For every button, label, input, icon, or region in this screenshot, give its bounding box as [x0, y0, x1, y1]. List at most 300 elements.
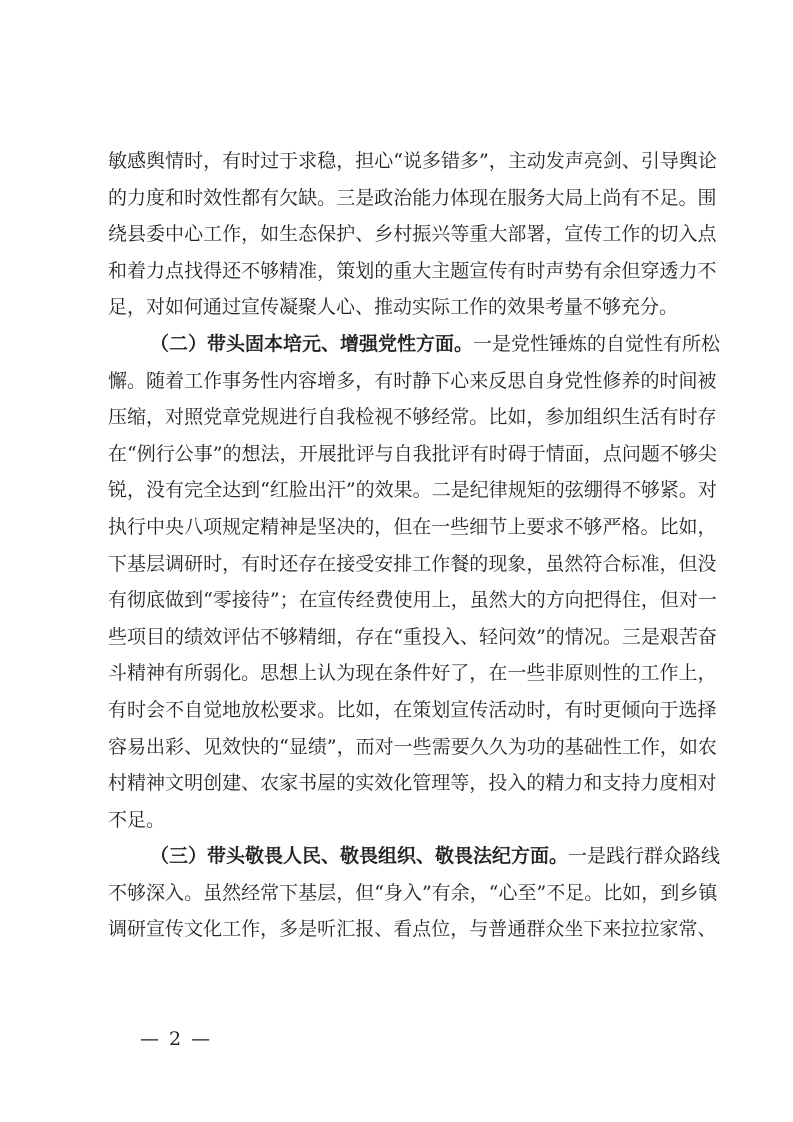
text-char: 说: [402, 150, 422, 172]
text-char: 、: [184, 735, 204, 758]
text-char: 八: [184, 515, 204, 538]
text-char: 调: [165, 552, 185, 575]
text-char: 批: [336, 442, 356, 465]
text-char: 传: [336, 589, 356, 612]
text-char: 现: [488, 552, 508, 575]
text-char: 不: [260, 625, 280, 648]
text-char: 重: [393, 259, 413, 282]
text-char: 着: [127, 259, 147, 282]
text-char: 得: [602, 589, 622, 612]
text-char: 进: [279, 406, 299, 429]
text-char: 比: [336, 698, 356, 721]
text-char: 度: [146, 186, 166, 209]
text-char: 党: [203, 406, 223, 429]
text-char: 署: [526, 223, 546, 246]
text-char: 觉: [203, 698, 223, 721]
text-char: 村: [108, 772, 128, 795]
text-char: 大: [412, 259, 432, 282]
text-char: 够: [412, 406, 432, 429]
text-char: 论: [697, 150, 717, 172]
text-char: 绷: [583, 479, 603, 502]
text-char: 思: [260, 662, 280, 685]
text-char: 出: [146, 735, 166, 758]
text-char: 策: [412, 698, 432, 721]
text-char: 身: [545, 369, 565, 392]
text-char: 精: [260, 515, 280, 538]
text-char: 动: [526, 150, 546, 172]
text-char: 比: [488, 406, 508, 429]
text-char: 有: [374, 369, 394, 392]
text-char: 效: [517, 625, 537, 648]
text-char: 时: [203, 552, 223, 575]
text-char: 、: [621, 150, 641, 172]
text-char: 把: [583, 589, 603, 612]
text-char: 群: [526, 918, 546, 941]
text-char: 没: [146, 479, 166, 502]
text-char: 有: [659, 406, 679, 429]
text-char: 用: [412, 589, 432, 612]
text-char: 在: [412, 515, 432, 538]
text-char: 重: [469, 223, 489, 246]
text-char: 题: [640, 442, 660, 465]
text-char: 标: [621, 552, 641, 575]
text-char: 项: [203, 515, 223, 538]
text-char: 点: [697, 223, 717, 246]
text-char: 加: [564, 406, 584, 429]
text-char: 存: [697, 406, 717, 429]
text-char: 在: [374, 625, 394, 648]
text-char: 不: [546, 881, 566, 904]
text-char: 彻: [127, 589, 147, 612]
text-char: 入: [678, 223, 698, 246]
text-char: ”: [345, 479, 356, 502]
text-char: 文: [184, 918, 204, 941]
text-char: 投: [488, 772, 508, 795]
section-heading-line: [108, 326, 721, 363]
text-char: 些: [450, 515, 470, 538]
text-char: ，: [583, 442, 603, 465]
text-char: 拉: [621, 918, 641, 941]
text-char: 基: [298, 881, 318, 904]
text-char: “: [260, 479, 270, 502]
text-char: 不: [640, 186, 660, 209]
text-char: 时: [583, 698, 603, 721]
text-char: 懈: [108, 369, 128, 392]
text-char: 想: [241, 442, 261, 465]
text-char: 传: [488, 259, 508, 282]
text-char: 决: [336, 515, 356, 538]
text-char: 央: [165, 515, 185, 538]
text-char: 虽: [203, 881, 223, 904]
text-char: 、: [374, 918, 394, 941]
text-char: 对: [697, 772, 717, 795]
text-char: 苦: [678, 625, 698, 648]
text-char: 为: [336, 662, 356, 685]
text-char: 不: [564, 515, 584, 538]
text-line: [108, 875, 718, 912]
text-line: [108, 692, 717, 729]
text-char: 是: [640, 625, 660, 648]
text-char: 工: [412, 552, 432, 575]
text-char: 建: [222, 772, 242, 795]
text-char: 更: [602, 698, 622, 721]
text-char: 。: [412, 479, 432, 502]
text-char: 创: [203, 772, 223, 795]
text-char: ，: [659, 552, 679, 575]
text-char: 做: [165, 589, 185, 612]
text-char: 、: [460, 625, 480, 648]
text-char: 常: [260, 881, 280, 904]
text-char: 求: [298, 698, 318, 721]
text-char: 。: [602, 625, 622, 648]
text-char: 细: [469, 515, 489, 538]
text-char: 接: [336, 552, 356, 575]
text-char: 作: [222, 223, 242, 246]
text-char: 然: [564, 552, 584, 575]
text-char: 振: [412, 223, 432, 246]
text-char: 不: [108, 881, 128, 904]
text-char: 受: [355, 552, 375, 575]
text-char: 但: [355, 881, 375, 904]
text-char: 力: [146, 259, 166, 282]
text-char: 切: [659, 223, 679, 246]
text-char: 能: [412, 186, 432, 209]
text-char: 自: [184, 698, 204, 721]
text-line: [108, 509, 717, 546]
text-char: ，: [469, 662, 489, 685]
text-char: 的: [336, 772, 356, 795]
text-char: 局: [564, 186, 584, 209]
text-char: 没: [697, 552, 717, 575]
text-char: ，: [279, 442, 299, 465]
text-char: 经: [241, 881, 261, 904]
text-char: 条: [393, 662, 413, 685]
text-char: 够: [127, 881, 147, 904]
text-char: 中: [165, 223, 185, 246]
text-char: 主: [431, 259, 451, 282]
text-char: 农: [260, 772, 280, 795]
text-char: 活: [640, 406, 660, 429]
text-char: 拉: [640, 918, 660, 941]
text-char: 支: [602, 772, 622, 795]
text-char: “: [279, 735, 289, 758]
text-char: 作: [621, 223, 641, 246]
text-char: 层: [146, 552, 166, 575]
text-char: 下: [279, 881, 299, 904]
text-char: 检: [355, 406, 375, 429]
text-char: 坚: [317, 515, 337, 538]
text-char: 在: [488, 186, 508, 209]
text-char: 倾: [621, 698, 641, 721]
text-char: 体: [450, 186, 470, 209]
text-line: [108, 436, 717, 473]
text-line: [108, 216, 717, 253]
text-char: 上: [678, 662, 698, 685]
text-char: 担: [355, 150, 375, 172]
text-char: “: [127, 442, 137, 465]
text-char: 。: [241, 662, 261, 685]
text-char: 理: [431, 772, 451, 795]
text-char: 静: [412, 369, 432, 392]
text-char: 效: [222, 735, 242, 758]
text-char: 位: [431, 918, 451, 941]
text-line: [108, 655, 717, 692]
text-char: 于: [659, 698, 679, 721]
text-char: 围: [697, 186, 717, 209]
text-char: 心: [374, 150, 394, 172]
section-heading: （三）带头敬畏人民、敬畏组织、敬畏法纪方面。: [150, 845, 569, 868]
text-char: 精: [127, 772, 147, 795]
text-char: 参: [545, 406, 565, 429]
text-char: ，: [450, 918, 470, 941]
text-char: ”: [212, 442, 223, 465]
text-char: 看: [393, 918, 413, 941]
text-char: 思: [507, 369, 527, 392]
text-char: 。: [317, 186, 337, 209]
text-char: 心: [498, 881, 518, 904]
text-char: 亮: [583, 150, 603, 172]
text-char: 舆: [678, 150, 698, 172]
text-char: 政: [374, 186, 394, 209]
text-char: 三: [336, 186, 356, 209]
text-char: 情: [564, 625, 584, 648]
text-char: 显: [288, 735, 308, 758]
text-char: 。: [127, 369, 147, 392]
text-char: 稳: [317, 150, 337, 172]
text-char: 通: [507, 918, 527, 941]
text-char: ”: [536, 625, 546, 648]
text-char: 基: [127, 552, 147, 575]
text-char: ，: [697, 515, 717, 538]
text-char: 如: [355, 698, 375, 721]
text-char: 服: [507, 186, 527, 209]
text-char: 情: [165, 150, 185, 172]
text-char: 增: [317, 369, 337, 392]
text-char: 乡: [374, 223, 394, 246]
text-char: 被: [697, 369, 717, 392]
text-char: 工: [203, 223, 223, 246]
text-char: 一: [507, 662, 527, 685]
text-char: 矩: [526, 479, 546, 502]
text-char: 住: [621, 589, 641, 612]
text-char: 随: [146, 369, 166, 392]
text-char: 有: [222, 150, 242, 172]
text-char: 达: [222, 479, 242, 502]
text-char: 面: [564, 442, 584, 465]
text-char: 执: [108, 515, 128, 538]
text-char: 和: [583, 772, 603, 795]
text-char: 有: [431, 881, 451, 904]
text-char: 脸: [288, 479, 308, 502]
text-char: 缩: [127, 406, 147, 429]
text-char: 生: [279, 223, 299, 246]
text-char: 常: [450, 406, 470, 429]
text-char: 我: [336, 406, 356, 429]
text-char: “: [393, 150, 403, 172]
text-char: 引: [640, 150, 660, 172]
text-char: 需: [431, 735, 451, 758]
text-char: 重: [402, 625, 422, 648]
text-char: 党: [564, 369, 584, 392]
text-char: 性: [583, 369, 603, 392]
text-char: 于: [526, 442, 546, 465]
text-char: 。: [184, 881, 204, 904]
text-char: 估: [241, 625, 261, 648]
text-char: ，: [127, 479, 147, 502]
text-char: 规: [222, 515, 242, 538]
text-char: 听: [317, 918, 337, 941]
text-char: ，: [545, 223, 565, 246]
text-char: 完: [184, 479, 204, 502]
text-char: 虽: [469, 589, 489, 612]
text-char: 斗: [108, 662, 128, 685]
text-char: 点: [602, 442, 622, 465]
text-char: 法: [260, 442, 280, 465]
text-char: 规: [507, 479, 527, 502]
text-char: 上: [583, 186, 603, 209]
text-char: 管: [412, 772, 432, 795]
text-char: 对: [165, 406, 185, 429]
text-char: 向: [564, 589, 584, 612]
text-char: 还: [279, 552, 299, 575]
text-char: 还: [222, 259, 242, 282]
text-char: 主: [507, 150, 527, 172]
text-char: 绩: [307, 735, 327, 758]
text-char: 在: [374, 662, 394, 685]
text-char: ，: [641, 881, 661, 904]
text-char: 有: [564, 698, 584, 721]
text-line: [108, 180, 717, 217]
text-char: 众: [545, 918, 565, 941]
text-char: 力: [127, 186, 147, 209]
text-line: [108, 546, 717, 583]
text-char: 二: [431, 479, 451, 502]
text-char: 目: [146, 625, 166, 648]
text-char: 现: [355, 662, 375, 685]
text-char: 有: [241, 552, 261, 575]
text-char: 力: [640, 772, 660, 795]
text-char: 坐: [564, 918, 584, 941]
text-char: ，: [336, 735, 356, 758]
text-char: 则: [583, 662, 603, 685]
text-char: 错: [440, 150, 460, 172]
text-char: 有: [621, 186, 641, 209]
text-char: 如: [260, 223, 280, 246]
text-char: 大: [507, 589, 527, 612]
text-char: 安: [374, 552, 394, 575]
text-char: 舆: [146, 150, 166, 172]
text-char: 行: [298, 406, 318, 429]
text-char: 、: [241, 772, 261, 795]
text-char: 要: [450, 735, 470, 758]
text-char: 但: [393, 515, 413, 538]
text-line: [108, 765, 717, 802]
text-char: 所: [184, 662, 204, 685]
text-char: 。: [317, 698, 337, 721]
text-char: 底: [146, 589, 166, 612]
text-char: 紧: [659, 479, 679, 502]
text-char: 宣: [564, 223, 584, 246]
text-char: 在: [488, 662, 508, 685]
text-char: 对: [678, 589, 698, 612]
text-char: 效: [374, 479, 394, 502]
text-char: 多: [460, 150, 480, 172]
text-char: 汇: [336, 918, 356, 941]
text-char: 求: [298, 150, 318, 172]
text-char: 修: [602, 369, 622, 392]
text-char: ”: [421, 881, 432, 904]
text-line: [108, 582, 717, 619]
text-line: [108, 619, 717, 656]
text-char: ，: [697, 662, 717, 685]
text-char: 格: [621, 515, 641, 538]
text-char: ，: [374, 515, 394, 538]
text-char: 但: [621, 259, 641, 282]
text-char: 明: [184, 772, 204, 795]
text-char: 党: [241, 406, 261, 429]
text-char: 多: [336, 369, 356, 392]
text-char: ，: [526, 406, 546, 429]
text-char: 不: [393, 406, 413, 429]
text-char: 着: [165, 369, 185, 392]
text-char: 是: [298, 515, 318, 538]
text-char: ，: [241, 223, 261, 246]
text-char: 作: [659, 662, 679, 685]
page-number: — 2 —: [140, 1028, 213, 1050]
text-char: 有: [583, 259, 603, 282]
text-char: 容: [108, 735, 128, 758]
text-char: 非: [545, 662, 565, 685]
text-char: 力: [431, 186, 451, 209]
text-char: 效: [374, 772, 394, 795]
text-char: 自: [317, 406, 337, 429]
text-char: 多: [421, 150, 441, 172]
text-char: 作: [241, 918, 261, 941]
text-char: 屋: [317, 772, 337, 795]
text-char: 锐: [108, 479, 128, 502]
text-char: 章: [222, 406, 242, 429]
text-char: 划: [431, 698, 451, 721]
text-char: 。: [584, 881, 604, 904]
text-char: 待: [250, 589, 270, 612]
text-char: 接: [231, 589, 251, 612]
text-char: 费: [374, 589, 394, 612]
text-char: 的: [260, 735, 280, 758]
text-char: 的: [621, 662, 641, 685]
text-char: 弦: [564, 479, 584, 502]
text-char: 些: [108, 625, 128, 648]
text-char: 心: [184, 223, 204, 246]
text-char: 化: [393, 772, 413, 795]
text-char: 传: [165, 918, 185, 941]
text-char: 入: [507, 772, 527, 795]
text-char: 如: [622, 881, 642, 904]
text-char: 的: [374, 259, 394, 282]
text-char: 的: [355, 479, 375, 502]
text-char: 久: [469, 735, 489, 758]
text-char: 的: [526, 772, 546, 795]
text-char: 问: [621, 442, 641, 465]
text-char: 声: [564, 150, 584, 172]
text-char: 出: [307, 479, 327, 502]
text-char: 基: [564, 735, 584, 758]
text-char: 时: [526, 259, 546, 282]
text-char: 细: [317, 625, 337, 648]
text-line: [108, 253, 717, 290]
text-char: 穿: [640, 259, 660, 282]
text-char: 汗: [326, 479, 346, 502]
text-char: 策: [336, 259, 356, 282]
